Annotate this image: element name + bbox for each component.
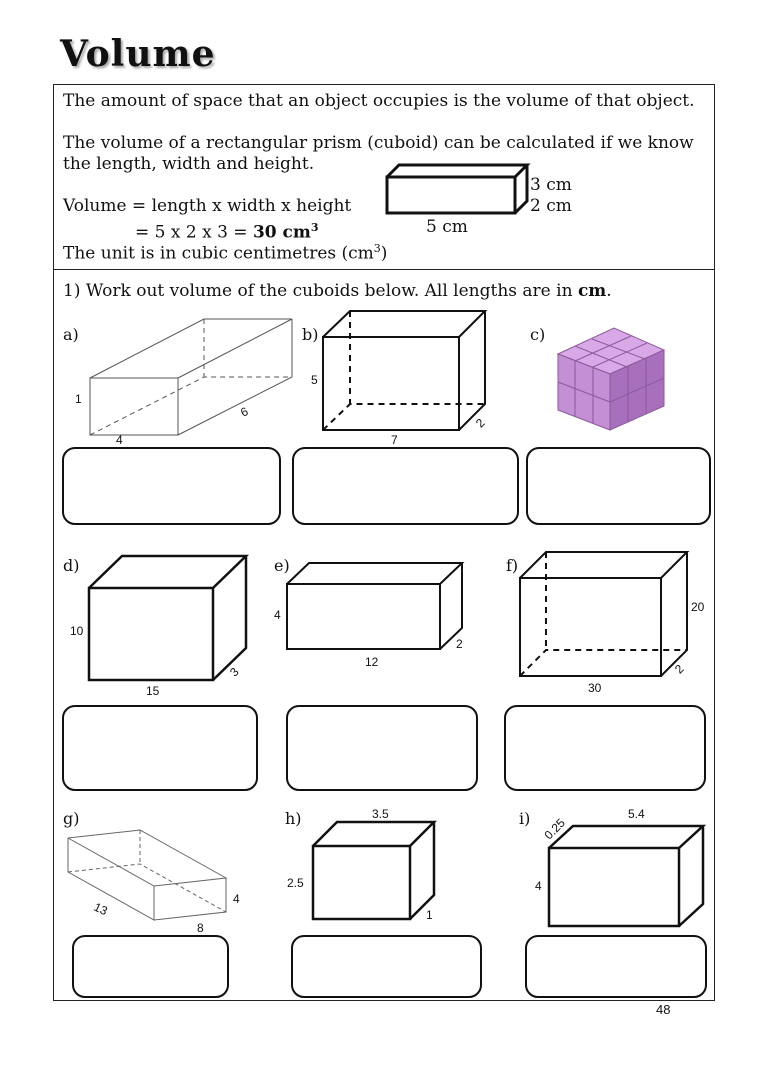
intro-line-1: The amount of space that an object occupies is the volume of that object. (63, 91, 695, 111)
dim-h-length: 3.5 (372, 807, 389, 821)
example-width-label: 2 cm (530, 196, 572, 216)
item-a-label: a) (63, 325, 79, 344)
dim-i-width: 0.25 (541, 815, 568, 843)
answer-box-d[interactable] (62, 705, 258, 791)
volume-formula: Volume = length x width x height (63, 196, 352, 216)
dim-g-width: 8 (197, 921, 204, 935)
dim-b-length: 7 (391, 433, 398, 447)
example-length-label: 5 cm (426, 217, 468, 237)
page-title: Volume (60, 33, 216, 75)
dim-h-height: 2.5 (287, 876, 304, 890)
answer-box-b[interactable] (292, 447, 519, 525)
cuboid-h (313, 822, 434, 919)
item-g-label: g) (63, 809, 80, 828)
item-b-label: b) (302, 325, 319, 344)
dim-i-length: 5.4 (628, 807, 645, 821)
cuboid-g (68, 830, 226, 920)
item-i-label: i) (519, 809, 531, 828)
intro-line-2: The volume of a rectangular prism (cuboid) can be calculated if we know (63, 133, 694, 153)
dim-b-height: 5 (311, 373, 318, 387)
intro-line-3: the length, width and height. (63, 154, 315, 174)
dim-a-length: 4 (116, 433, 123, 447)
cuboid-f (520, 552, 687, 676)
example-height-label: 3 cm (530, 175, 572, 195)
dim-e-height: 4 (274, 608, 281, 622)
unit-line: The unit is in cubic centimetres $(cm^3)$ (63, 242, 388, 264)
dim-e-length: 12 (365, 655, 379, 669)
dim-a-width: 6 (238, 404, 251, 420)
answer-box-c[interactable] (526, 447, 711, 525)
item-e-label: e) (274, 556, 290, 575)
answer-box-a[interactable] (62, 447, 281, 525)
cuboid-e (287, 563, 462, 649)
question-text: 1) Work out volume of the cuboids below. All lengths are in cm. (63, 281, 612, 301)
cuboid-b (323, 311, 485, 430)
cuboid-a (90, 319, 292, 435)
dim-d-length: 15 (146, 684, 160, 698)
item-h-label: h) (285, 809, 302, 828)
dim-g-length: 13 (91, 899, 110, 919)
dim-a-height: 1 (75, 392, 82, 406)
dim-f-length: 30 (588, 681, 602, 695)
answer-box-g[interactable] (72, 935, 229, 998)
cuboid-i (549, 826, 703, 926)
answer-box-e[interactable] (286, 705, 478, 791)
dim-h-width: 1 (426, 908, 433, 922)
dim-e-width: 2 (456, 637, 463, 651)
item-c-label: c) (530, 325, 546, 344)
cuboid-d (89, 556, 246, 680)
dim-g-height: 4 (233, 892, 240, 906)
dim-d-height: 10 (70, 624, 84, 638)
answer-box-h[interactable] (291, 935, 482, 998)
answer-box-f[interactable] (504, 705, 706, 791)
cuboid-c-unit-cubes (558, 328, 664, 430)
page-number: 48 (656, 1002, 671, 1017)
dim-i-height: 4 (535, 879, 542, 893)
volume-calculation: = 5 x 2 x 3 = 30 $cm^3$ (135, 221, 319, 243)
item-f-label: f) (506, 556, 519, 575)
item-d-label: d) (63, 556, 80, 575)
dim-f-height: 20 (691, 600, 705, 614)
dim-b-width: 2 (473, 415, 488, 431)
answer-box-i[interactable] (525, 935, 707, 998)
dim-f-width: 2 (672, 661, 687, 677)
dim-d-width: 3 (227, 664, 242, 680)
